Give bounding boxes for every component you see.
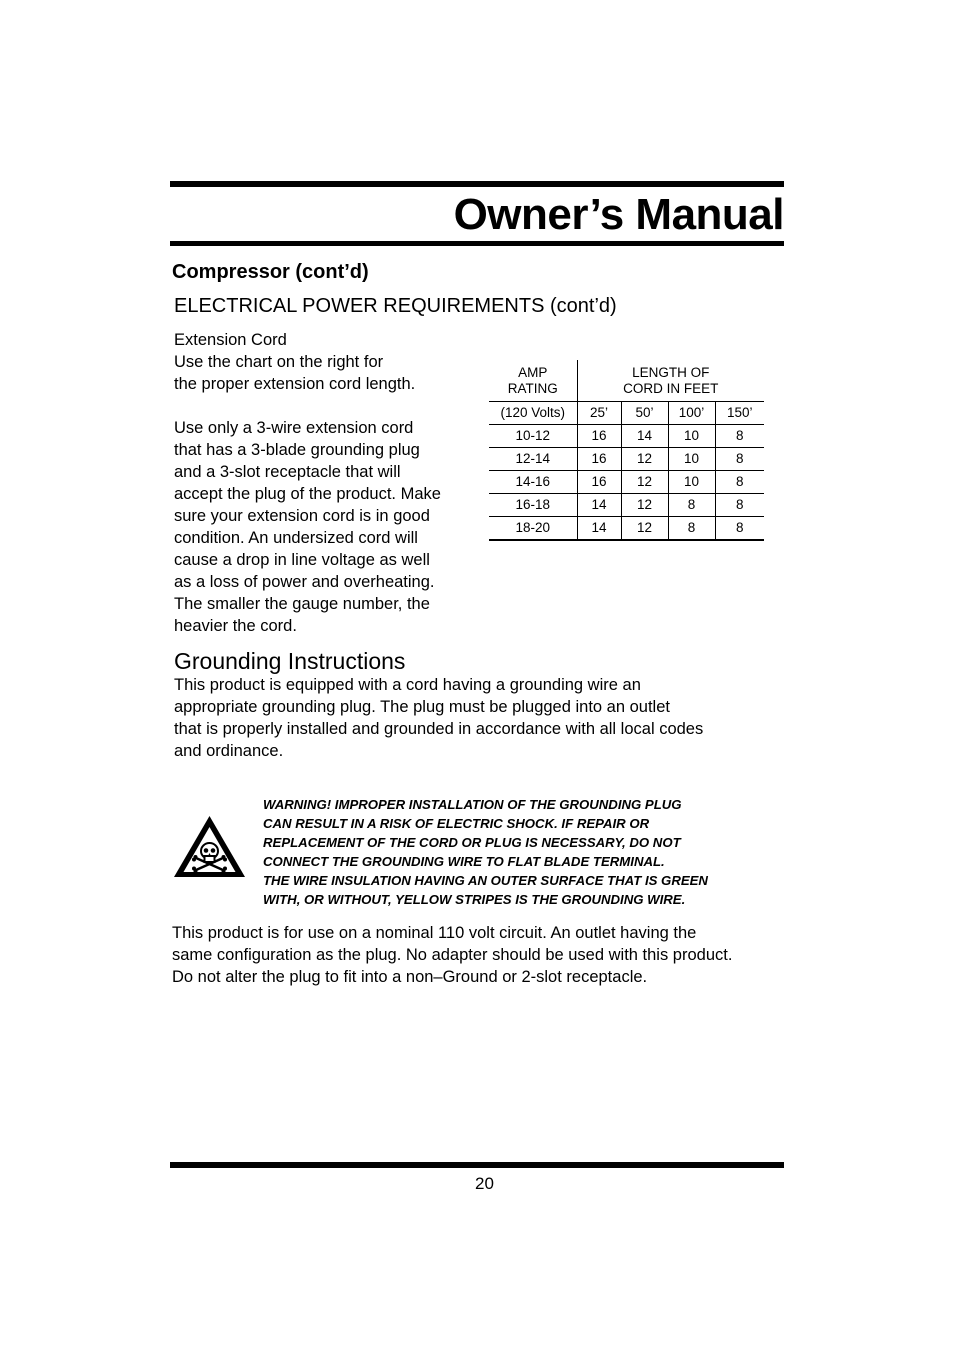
column-header: 50’	[621, 402, 668, 425]
table-cell: 8	[715, 517, 764, 541]
warning-line: WARNING! IMPROPER INSTALLATION OF THE GROUNDING PLUG	[263, 797, 682, 812]
page-number: 20	[475, 1174, 494, 1193]
table-row	[489, 517, 764, 541]
table-cell: 8	[668, 494, 715, 517]
table-cell: 10	[668, 425, 715, 448]
amp-rating-header	[489, 360, 577, 402]
header-line: AMP	[518, 364, 548, 380]
text-line: Use only a 3-wire extension cord	[174, 419, 414, 437]
table-cell: 14-16	[489, 471, 577, 494]
table-cell: 10	[668, 448, 715, 471]
section-heading: Compressor (cont’d)	[172, 261, 369, 283]
header-line: CORD IN FEET	[623, 380, 719, 396]
text-line: as a loss of power and overheating.	[174, 573, 435, 591]
section-subheading: ELECTRICAL POWER REQUIREMENTS (cont’d)	[174, 295, 617, 317]
table-cell: 12-14	[489, 448, 577, 471]
text-line: appropriate grounding plug. The plug must be plugged into an outlet	[174, 698, 670, 716]
text-line: same configuration as the plug. No adapter should be used with this product.	[172, 946, 733, 964]
table-row	[489, 448, 764, 471]
table-cell: 8	[715, 448, 764, 471]
table-column-header-row	[489, 402, 764, 425]
text-line: condition. An undersized cord will	[174, 529, 418, 547]
text-line: that is properly installed and grounded in accordance with all local codes	[174, 720, 704, 738]
table-row	[489, 471, 764, 494]
text-line: accept the plug of the product. Make	[174, 485, 441, 503]
cord-length-header	[577, 360, 764, 402]
text-line: and ordinance.	[174, 742, 284, 760]
table-header-row	[489, 360, 764, 402]
column-header: 100’	[668, 402, 715, 425]
footer-rule	[170, 1162, 784, 1168]
warning-line: THE WIRE INSULATION HAVING AN OUTER SURFACE THAT IS GREEN	[263, 873, 708, 888]
column-header: 150’	[715, 402, 764, 425]
text-line: that has a 3-blade grounding plug	[174, 441, 420, 459]
text-line: This product is for use on a nominal 110 volt circuit. An outlet having the	[172, 924, 697, 942]
table-cell: 16	[577, 471, 621, 494]
warning-line: CAN RESULT IN A RISK OF ELECTRIC SHOCK. IF REPAIR OR	[263, 816, 650, 831]
table-row	[489, 425, 764, 448]
text-line: the proper extension cord length.	[174, 375, 416, 393]
grounding-text	[174, 674, 774, 762]
table-cell: 12	[621, 517, 668, 541]
table-cell: 16	[577, 448, 621, 471]
text-line: sure your extension cord is in good	[174, 507, 430, 525]
warning-line: CONNECT THE GROUNDING WIRE TO FLAT BLADE TERMINAL.	[263, 854, 665, 869]
table-cell: 8	[715, 494, 764, 517]
table-cell: 8	[715, 471, 764, 494]
text-line: Do not alter the plug to fit into a non–Ground or 2-slot receptacle.	[172, 968, 648, 986]
warning-line: REPLACEMENT OF THE CORD OR PLUG IS NECESSARY, DO NOT	[263, 835, 681, 850]
title-underline-rule	[170, 241, 784, 246]
table-cell: 10	[668, 471, 715, 494]
header-line: LENGTH OF	[632, 364, 710, 380]
table-row	[489, 494, 764, 517]
table-cell: 14	[621, 425, 668, 448]
extension-cord-table	[489, 360, 764, 541]
column-header: (120 Volts)	[489, 402, 577, 425]
text-line: and a 3-slot receptacle that will	[174, 463, 401, 481]
header-line: RATING	[507, 380, 558, 396]
circuit-text	[172, 922, 784, 988]
text-line: heavier the cord.	[174, 617, 297, 635]
table-cell: 8	[668, 517, 715, 541]
text-line: Use the chart on the right for	[174, 353, 384, 371]
table-cell: 12	[621, 448, 668, 471]
column-header: 25’	[577, 402, 621, 425]
extension-cord-text	[174, 329, 484, 637]
table-cell: 16	[577, 425, 621, 448]
warning-line: WITH, OR WITHOUT, YELLOW STRIPES IS THE GROUNDING WIRE.	[263, 892, 686, 907]
table-cell: 18-20	[489, 517, 577, 541]
grounding-warning	[263, 795, 708, 909]
table-cell: 10-12	[489, 425, 577, 448]
skull-crossbones-warning-icon	[171, 813, 248, 881]
table-cell: 12	[621, 471, 668, 494]
text-line: This product is equipped with a cord having a grounding wire an	[174, 676, 641, 694]
table-cell: 12	[621, 494, 668, 517]
text-line: cause a drop in line voltage as well	[174, 551, 430, 569]
table-cell: 14	[577, 517, 621, 541]
text-line: Extension Cord	[174, 331, 287, 349]
top-rule	[170, 181, 784, 187]
table-cell: 8	[715, 425, 764, 448]
table-cell: 16-18	[489, 494, 577, 517]
text-line: The smaller the gauge number, the	[174, 595, 430, 613]
table-cell: 14	[577, 494, 621, 517]
grounding-heading: Grounding Instructions	[174, 648, 406, 674]
page-title: Owner’s Manual	[453, 190, 784, 239]
